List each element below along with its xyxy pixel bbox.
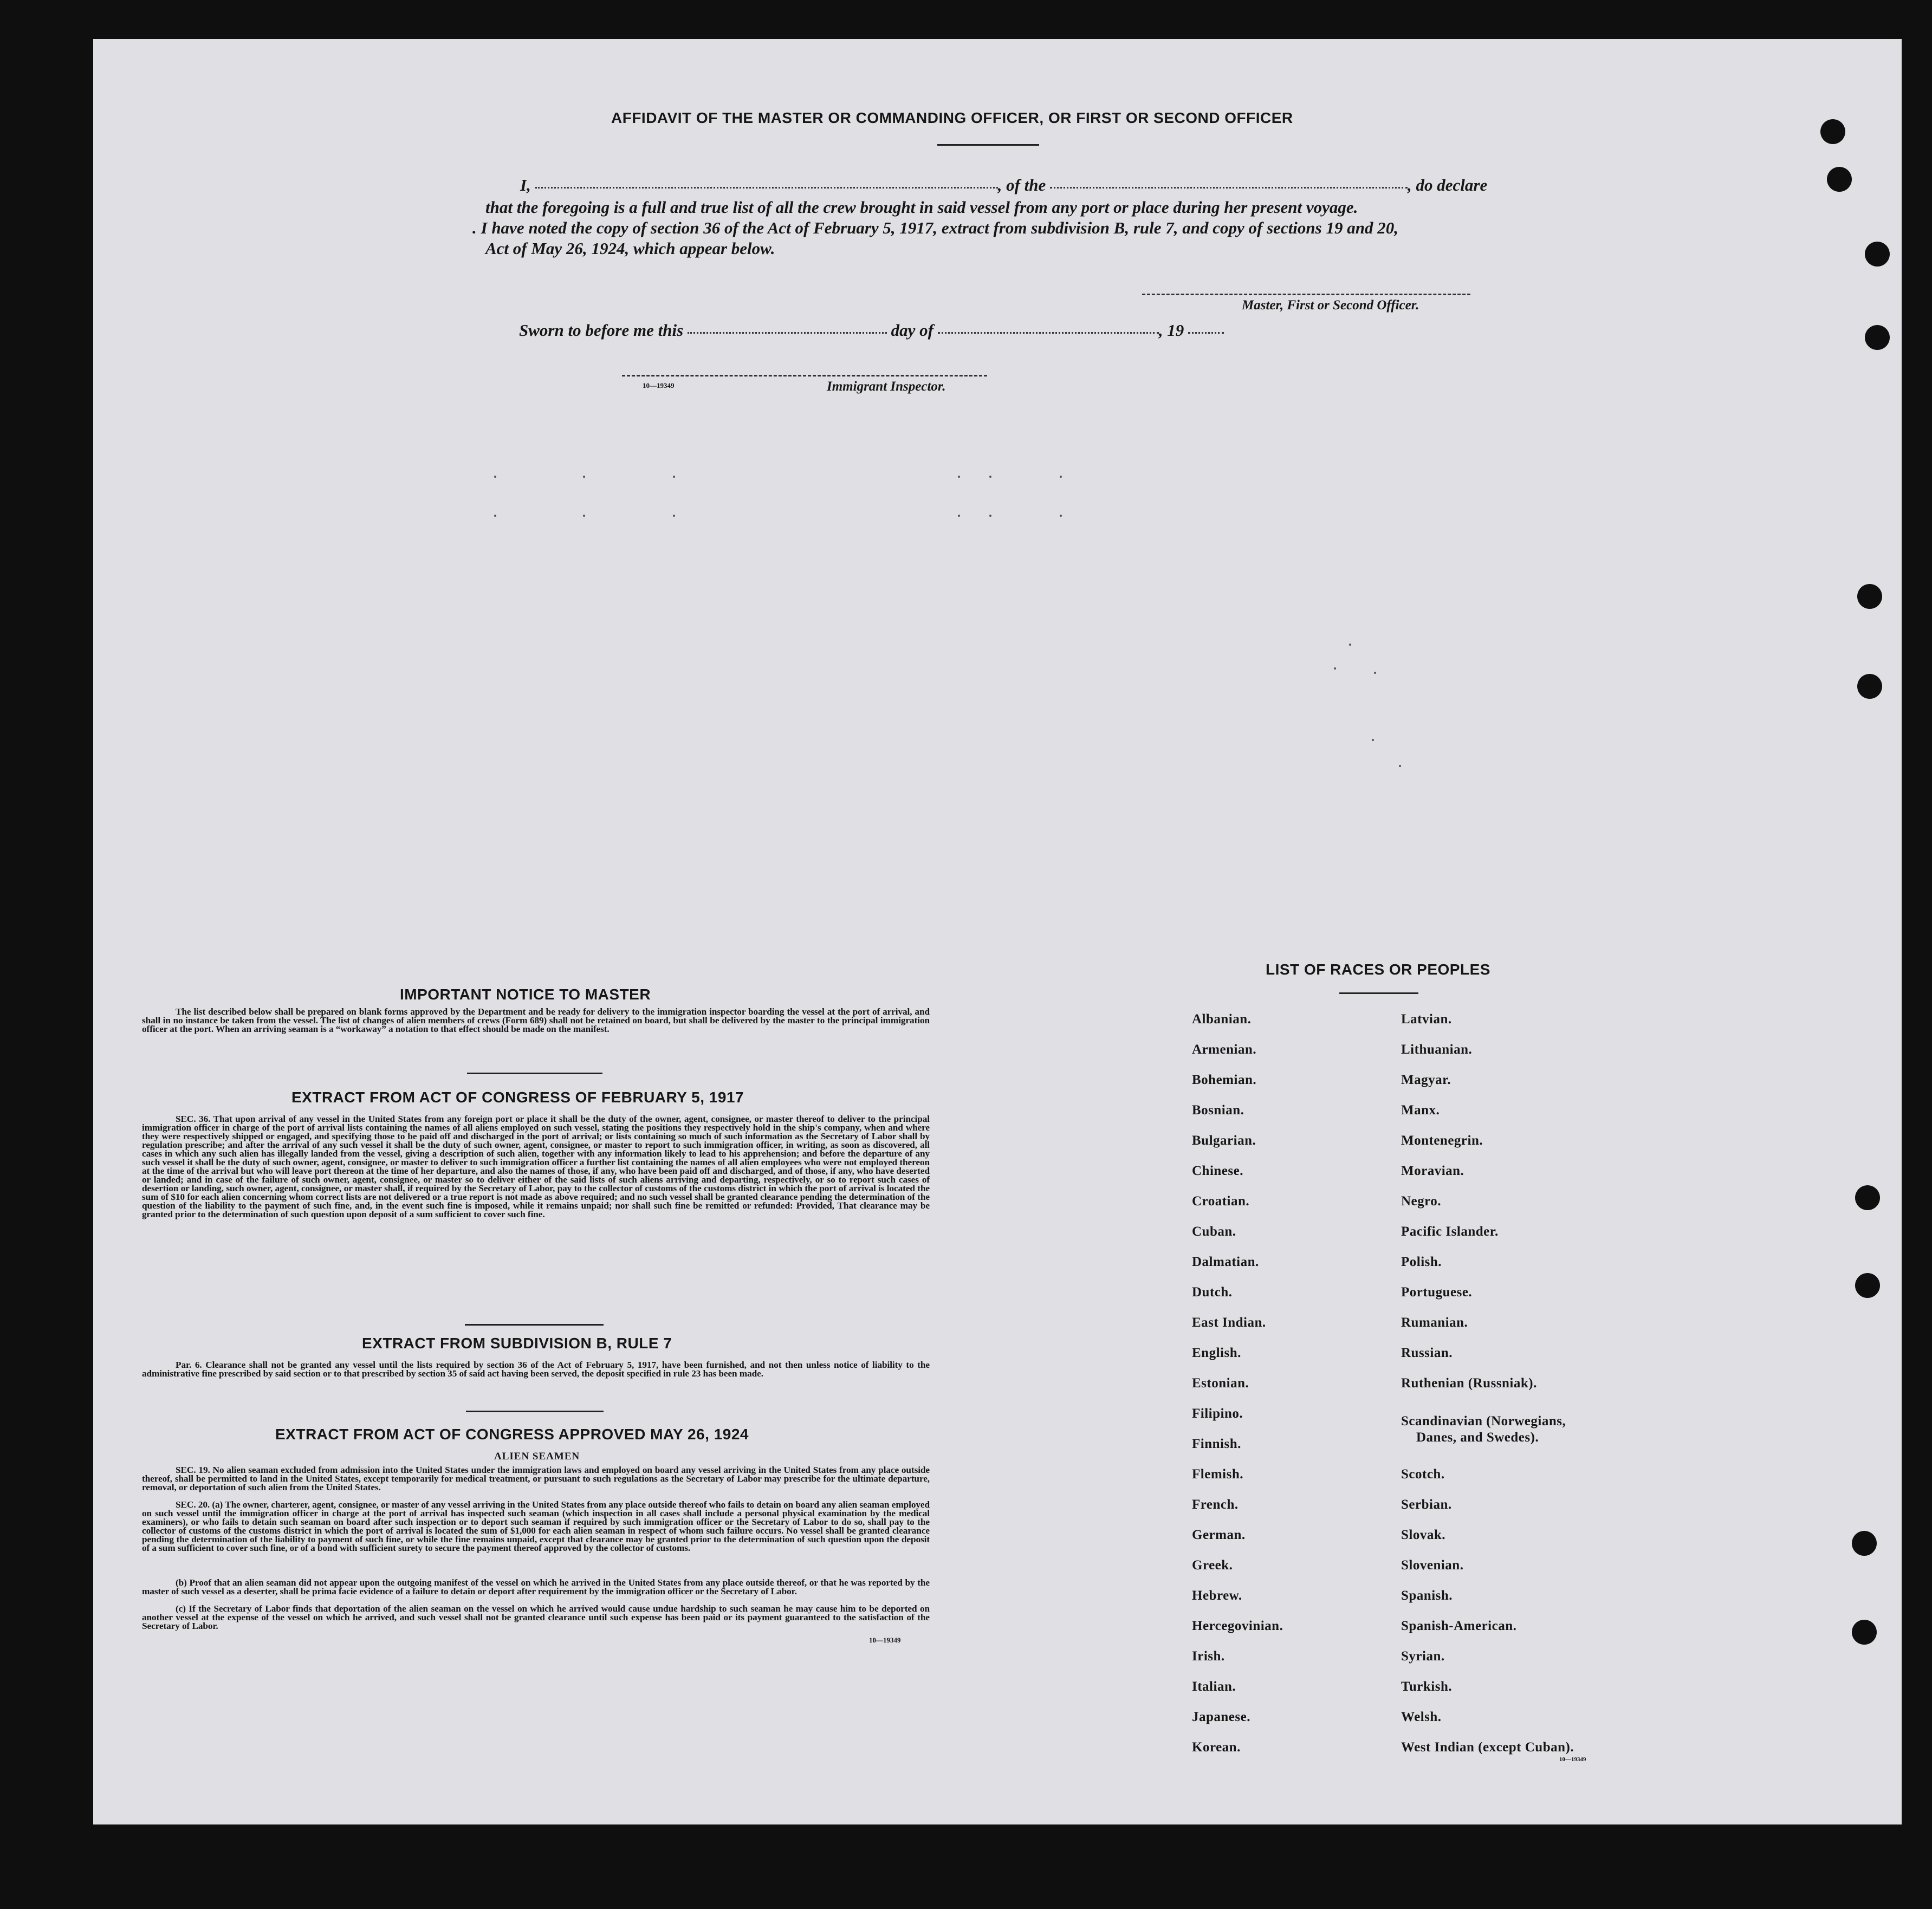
scan-speck [583,476,585,478]
scan-speck [1374,672,1376,674]
scan-speck [1334,667,1336,670]
extract-1924-subtitle: ALIEN SEAMEN [494,1451,580,1462]
affidavit-line-4: Act of May 26, 1924, which appear below. [485,239,775,258]
sworn-prefix: Sworn to before me this [519,321,684,340]
extract-1924-sec20b: (b) Proof that an alien seaman did not appear upon the outgoing manifest of the vessel on which he arrived in the United States from any place outside thereof, or that he was reported by the master of such vessel as a deserter, shall be prima facie evidence of a failure to detain or deport after requirement by the immigration officer or the Secretary of Labor. [142,1577,930,1596]
race-item: Finnish. [1192,1437,1241,1451]
race-item: Hebrew. [1192,1588,1242,1603]
race-item: Spanish. [1401,1588,1453,1603]
scan-speck [494,476,496,478]
scan-speck [958,515,960,517]
affidavit-line-3: . I have noted the copy of section 36 of the Act of February 5, 1917, extract from subdivision B, rule 7, and copy of sections 19 and 20, [472,218,1398,237]
race-item: Greek. [1192,1558,1233,1573]
master-name-field[interactable] [535,187,998,189]
scan-speck [673,515,675,517]
race-item: Welsh. [1401,1710,1442,1724]
binder-hole [1855,1273,1880,1298]
extract-1924-sec20c: (c) If the Secretary of Labor finds that deportation of the alien seaman on the vessel on which he arrived would cause undue hardship to such seaman he may cause him to be deported on another vessel at the expense of the vessel on which he arrived, and such vessel shall not be granted clearance until such expense has been paid or its payment guaranteed to the satisfaction of the Secretary of Labor. [142,1603,930,1631]
race-item: Moravian. [1401,1164,1464,1178]
race-item: Spanish-American. [1401,1619,1517,1633]
sworn-line [519,320,1224,341]
sworn-year-field[interactable] [1188,332,1224,334]
notice-rule [467,1073,602,1074]
binder-hole [1865,242,1890,267]
scan-speck [583,515,585,517]
scan-speck [989,515,991,517]
affidavit-declaration-line [520,174,1487,196]
race-item: Russian. [1401,1346,1453,1360]
race-item: Turkish. [1401,1679,1453,1694]
binder-hole [1820,119,1845,144]
document-sheet [93,39,1902,1824]
race-item: Flemish. [1192,1467,1243,1482]
notice-title: IMPORTANT NOTICE TO MASTER [400,986,651,1003]
race-item: Manx. [1401,1103,1440,1118]
binder-hole [1857,584,1882,609]
inspector-signature-line[interactable] [622,375,987,376]
affidavit-line-2: that the foregoing is a full and true list of all the crew brought in said vessel from any port or place during her present voyage. [485,198,1358,217]
race-item: Irish. [1192,1649,1225,1664]
scan-speck [958,476,960,478]
race-item: Dalmatian. [1192,1255,1259,1269]
race-item: Magyar. [1401,1073,1451,1087]
extract-1917-title: EXTRACT FROM ACT OF CONGRESS OF FEBRUARY 5, 1917 [291,1089,744,1106]
affidavit-of-the: , of the [997,176,1046,194]
race-item: Bohemian. [1192,1073,1257,1087]
scan-speck [1399,765,1401,767]
sworn-day-of: day of [891,321,933,340]
scan-speck [989,476,991,478]
race-item: Chinese. [1192,1164,1243,1178]
master-signature-line[interactable] [1142,294,1470,295]
extract-1924-title: EXTRACT FROM ACT OF CONGRESS APPROVED MAY 26, 1924 [275,1426,749,1443]
race-item: West Indian (except Cuban). [1401,1740,1574,1755]
notice-text: The list described below shall be prepared on blank forms approved by the Department and be ready for delivery to the immigration inspector boarding the vessel at the port of arrival, and shall in no instance be taken from the vessel. The list of changes of alien members of crews (Form 689) shall not be retained on board, but shall be delivered by the master to the principal immigration officer at the port. When an arriving seaman is a “workaway” a notation to that effect should be made on the manifest. [142,1007,930,1034]
sworn-day-field[interactable] [688,332,887,334]
sworn-month-field[interactable] [938,332,1159,334]
affidavit-title-rule [937,144,1039,146]
binder-hole [1827,167,1852,192]
scan-speck [1349,644,1351,646]
binder-hole [1865,325,1890,350]
extract-1917-text: SEC. 36. That upon arrival of any vessel in the United States from any foreign port or place it shall be the duty of the owner, agent, consignee, or master thereof to deliver to the principal immigration officer in charge of the port of arrival lists containing the names of all aliens employed on such vessel, stating the positions they respectively hold in the ship's company, when and where they were respectively shipped or engaged, and specifying those to be paid off and discharged in the port of arrival; or lists containing so much of such information as the Secretary of Labor shall by regulation prescribe; and after the arrival of any such vessel it shall be the duty of such owner, agent, consignee, or master to report to such immigration officer, in writing, as soon as discovered, all cases in which any such alien has illegally landed from the vessel, giving a description of such alien, together with any information likely to lead to his apprehension; and before the departure of any such vessel it shall be the duty of such owner, agent, consignee, or master to deliver to such immigration officer a further list containing the names of all alien employees who were not employed thereon at the time of the arrival but who will leave port thereon at the time of her departure, and also the names of those, if any, who have been paid off and discharged, and of those, if any, who have deserted or landed; and in case of the failure of such owner, agent, consignee, or master so to deliver either of the said lists of such aliens arriving and departing, respectively, or so to report such cases of desertion or landing, such owner, agent, consignee, or master shall, if required by the Secretary of Labor, pay to the collector of customs of the customs district in which the port of arrival is located the sum of $10 for each alien concerning whom correct lists are not delivered or a true report is not made as above required; and no such vessel shall be granted clearance pending the determination of the question of the liability to the payment of such fine, and, in the event such fine is imposed, while it remains unpaid; nor shall such fine be remitted or refunded: Provided, That clearance may be granted prior to the determination of such question upon deposit of a sum sufficient to cover such fine. [142,1114,930,1219]
race-item: Negro. [1401,1194,1442,1209]
race-item: Syrian. [1401,1649,1445,1664]
binder-hole [1852,1620,1877,1645]
race-item: German. [1192,1528,1246,1542]
race-item: Latvian. [1401,1012,1452,1027]
vessel-name-field[interactable] [1050,187,1408,189]
race-item: Armenian. [1192,1042,1257,1057]
rule7-text: Par. 6. Clearance shall not be granted any vessel until the lists required by section 36 of the Act of February 5, 1917, have been furnished, and not then unless notice of liability to the administrative fine prescribed by said section or to that prescribed by section 35 of said act having been served, the deposit specified in rule 23 has been made. [142,1360,930,1379]
race-item: Rumanian. [1401,1315,1468,1330]
race-item: Slovak. [1401,1528,1446,1542]
rule7-rule [466,1411,604,1412]
extract-1924-sec20a: SEC. 20. (a) The owner, charterer, agent, consignee, or master of any vessel arriving in the United States from any place outside thereof who fails to detain on board any alien seaman employed on such vessel until the immigration officer in charge at the port of arrival has inspected such seaman (which inspection in all cases shall include a personal physical examination by the medical examiners), or who fails to detain such seaman on board after such inspection or to deport such seaman if required by such immigration officer or the Secretary of Labor to do so, shall pay to the collector of customs of the customs district in which the port of arrival is located the sum of $1,000 for each alien seaman in respect of whom such failure occurs. No vessel shall be granted clearance pending the determination of the liability to payment of such fine, or while the fine remains unpaid, except that clearance may be granted prior to the determination of such question upon the deposit of a sum sufficient to cover such fine, or of a bond with sufficient surety to secure the payment thereof approved by the collector of customs. [142,1499,930,1553]
affidavit-form-number: 10—19349 [643,381,675,389]
races-title-rule [1339,992,1418,994]
race-item: French. [1192,1497,1239,1512]
race-item: Ruthenian (Russniak). [1401,1376,1537,1391]
races-form-number: 10—19349 [1559,1756,1586,1763]
scan-speck [673,476,675,478]
race-item: Scotch. [1401,1467,1445,1482]
affidavit-do-declare: , do declare [1408,176,1488,194]
race-item: Dutch. [1192,1285,1233,1300]
race-item: Korean. [1192,1740,1241,1755]
extract-1924-form-number: 10—19349 [869,1636,901,1644]
master-signature-label: Master, First or Second Officer. [1242,298,1419,313]
race-item: Filipino. [1192,1406,1243,1421]
scan-speck [494,515,496,517]
affidavit-title: AFFIDAVIT OF THE MASTER OR COMMANDING OFFICER, OR FIRST OR SECOND OFFICER [611,109,1293,126]
race-item: Italian. [1192,1679,1236,1694]
race-item: Lithuanian. [1401,1042,1473,1057]
race-item: Bosnian. [1192,1103,1244,1118]
race-item: Scandinavian (Norwegians, [1401,1414,1566,1428]
race-item: Croatian. [1192,1194,1250,1209]
race-item: Danes, and Swedes). [1416,1430,1539,1445]
race-item: Albanian. [1192,1012,1252,1027]
race-item: Serbian. [1401,1497,1452,1512]
race-item: Portuguese. [1401,1285,1473,1300]
race-item: Hercegovinian. [1192,1619,1283,1633]
scan-speck [1372,739,1374,741]
extract-1924-sec19: SEC. 19. No alien seaman excluded from admission into the United States under the immigration laws and employed on board any vessel arriving in the United States from any place outside thereof, shall be permitted to land in the United States, except temporarily for medical treatment, or pursuant to such regulations as the Secretary of Labor may prescribe for the ultimate departure, removal, or deportation of such alien from the United States. [142,1465,930,1492]
race-item: Cuban. [1192,1224,1236,1239]
extract-1917-rule [465,1324,604,1326]
race-item: Montenegrin. [1401,1133,1483,1148]
race-item: English. [1192,1346,1241,1360]
binder-hole [1855,1185,1880,1210]
binder-hole [1852,1531,1877,1556]
race-item: East Indian. [1192,1315,1266,1330]
scan-speck [1060,476,1062,478]
race-item: Japanese. [1192,1710,1250,1724]
race-item: Pacific Islander. [1401,1224,1499,1239]
affidavit-i: I, [520,176,531,194]
race-item: Estonian. [1192,1376,1249,1391]
sworn-year-prefix: , 19 [1158,321,1184,340]
races-title: LIST OF RACES OR PEOPLES [1266,961,1490,978]
binder-hole [1857,674,1882,699]
race-item: Slovenian. [1401,1558,1464,1573]
rule7-title: EXTRACT FROM SUBDIVISION B, RULE 7 [362,1335,672,1352]
race-item: Bulgarian. [1192,1133,1256,1148]
race-item: Polish. [1401,1255,1442,1269]
scan-speck [1060,515,1062,517]
inspector-label: Immigrant Inspector. [827,379,946,394]
